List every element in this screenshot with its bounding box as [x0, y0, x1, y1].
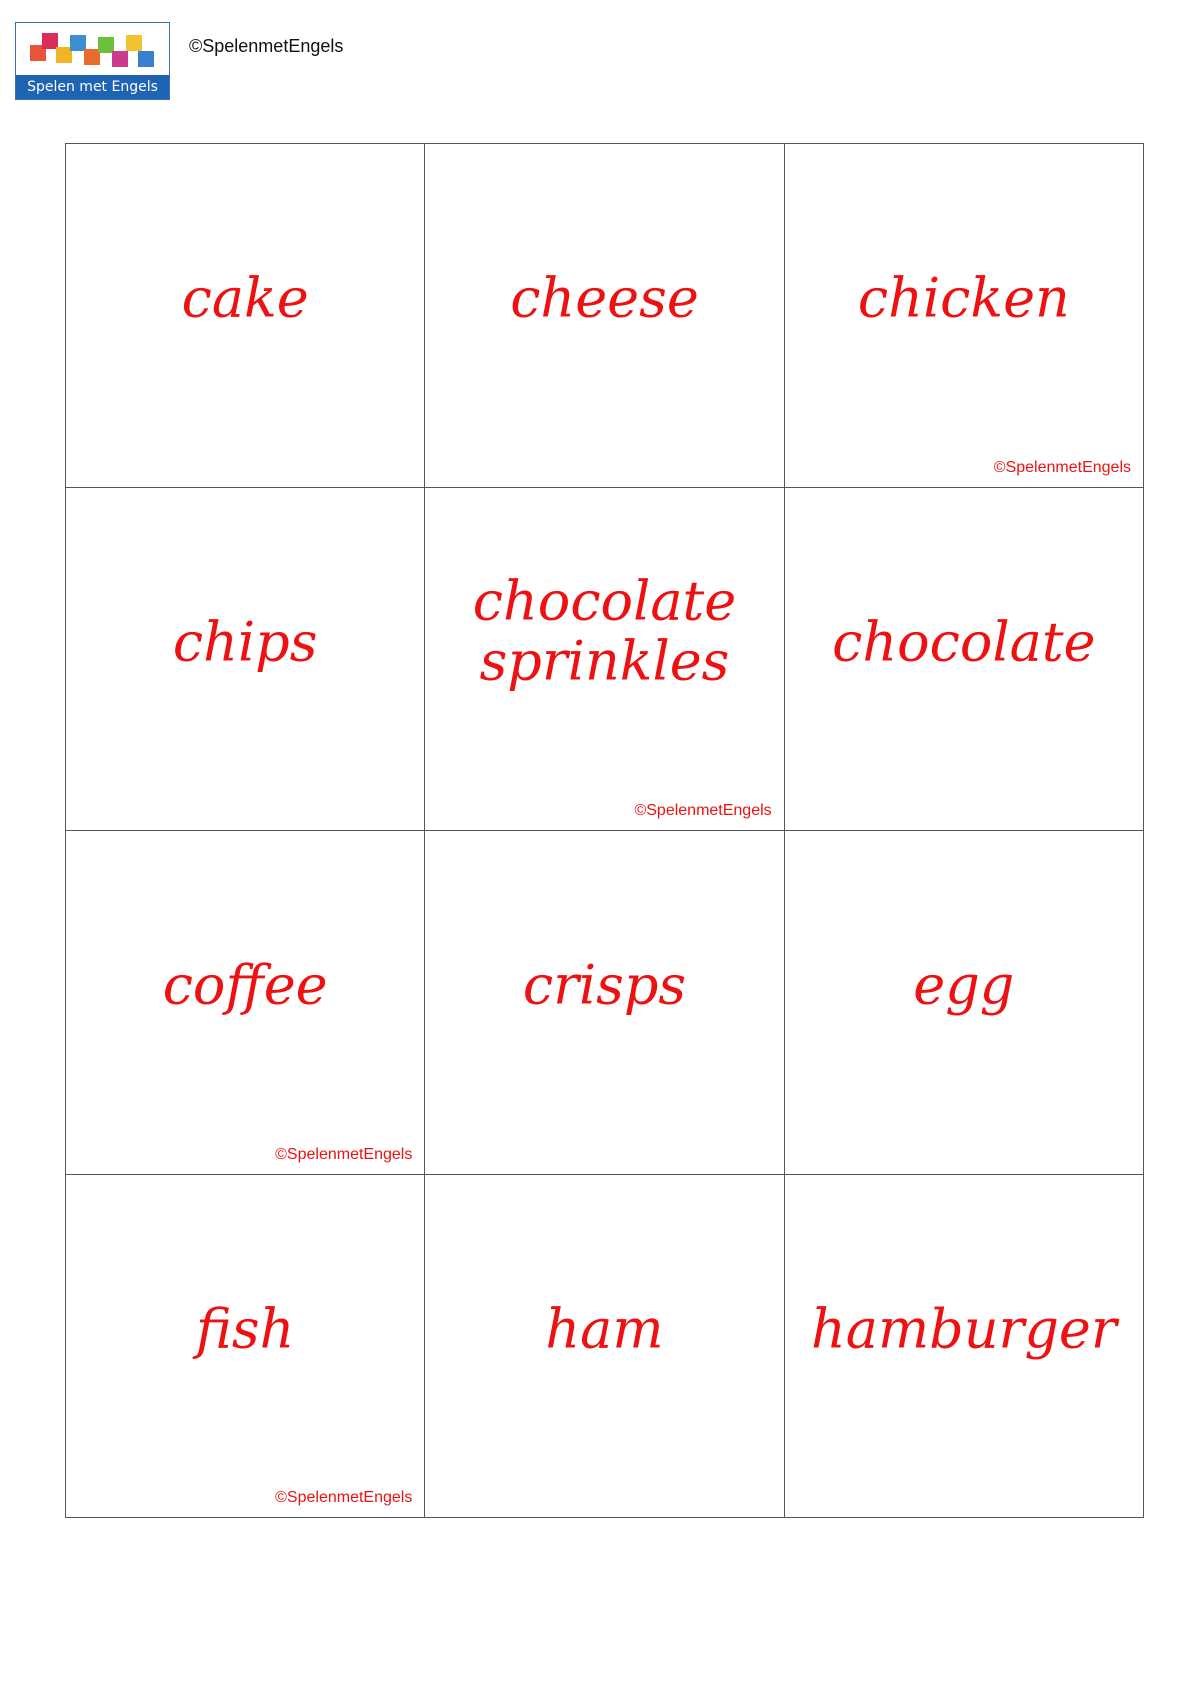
- card-word: egg: [913, 953, 1015, 1017]
- card-copyright: ©SpelenmetEngels: [275, 1489, 413, 1506]
- flashcard: [66, 1175, 425, 1519]
- logo-caption: Spelen met Engels: [16, 75, 169, 99]
- flashcard: [425, 144, 784, 488]
- spelen-met-engels-logo: [15, 22, 170, 100]
- card-word: fish: [195, 1296, 295, 1360]
- card-word: coffee: [162, 953, 328, 1017]
- card-word: chicken: [857, 266, 1070, 330]
- card-copyright: ©SpelenmetEngels: [634, 802, 772, 819]
- flashcard: [785, 831, 1144, 1175]
- card-word: ham: [545, 1296, 664, 1360]
- card-word: chocolate sprinkles: [472, 569, 737, 693]
- card-word: chips: [172, 609, 318, 673]
- english-letter-blocks-icon: [28, 29, 158, 73]
- flashcard: [66, 831, 425, 1175]
- flashcard: [425, 488, 784, 832]
- header-copyright: ©SpelenmetEngels: [189, 36, 344, 56]
- flashcard: [66, 488, 425, 832]
- card-word: chocolate: [832, 609, 1096, 673]
- flashcard: [785, 144, 1144, 488]
- card-copyright: ©SpelenmetEngels: [275, 1145, 413, 1163]
- flashcard: [66, 144, 425, 488]
- flashcard: [425, 1175, 784, 1519]
- card-copyright: ©SpelenmetEngels: [993, 458, 1131, 476]
- card-word: cheese: [510, 266, 699, 330]
- flashcard-grid: [65, 143, 1144, 1518]
- card-word: cake: [181, 266, 309, 330]
- flashcard: [785, 1175, 1144, 1519]
- flashcard: [785, 488, 1144, 832]
- card-word: crisps: [522, 953, 687, 1017]
- card-word: hamburger: [810, 1296, 1117, 1360]
- flashcard: [425, 831, 784, 1175]
